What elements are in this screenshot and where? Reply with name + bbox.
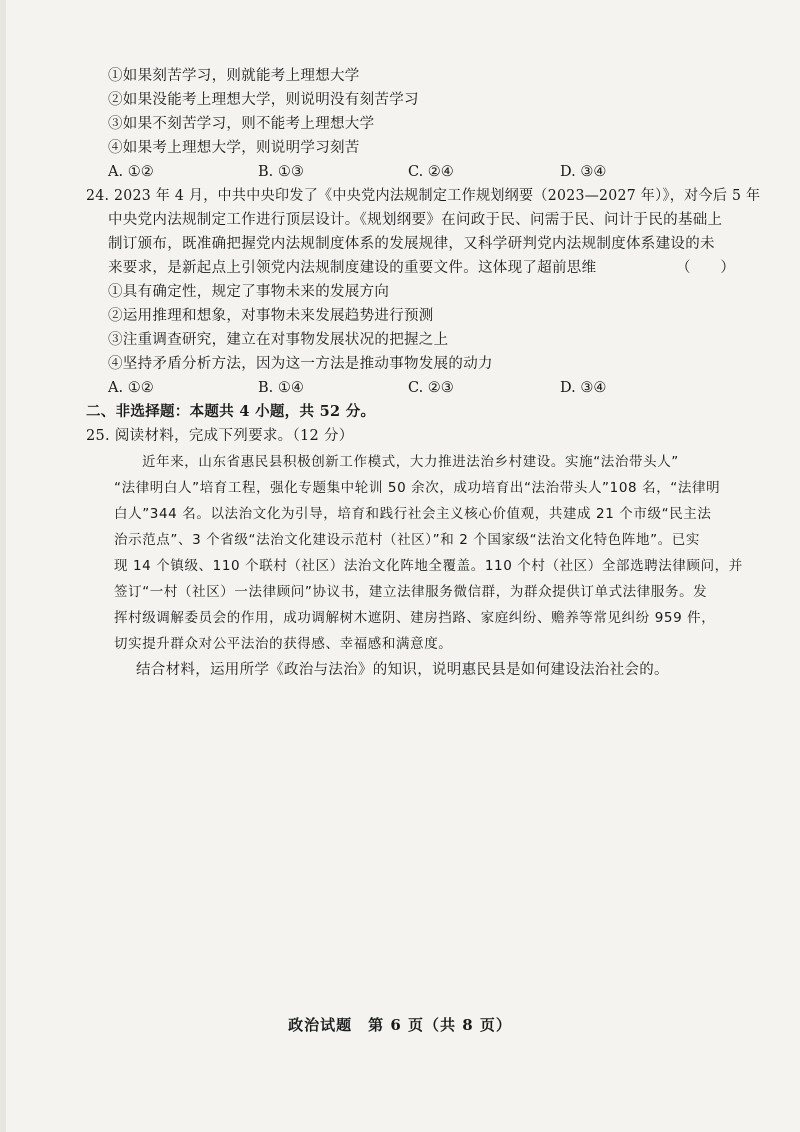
q24-statement-4: ④坚持矛盾分析方法，因为这一方法是推动事物发展的动力	[108, 356, 493, 372]
q25-question: 结合材料，运用所学《政治与法治》的知识，说明惠民县是如何建设法治社会的。	[136, 662, 669, 678]
q24-option-c: C. ②③	[408, 380, 454, 396]
q24-statement-3: ③注重调查研究，建立在对事物发展状况的把握之上	[108, 332, 449, 348]
q24-option-b: B. ①④	[258, 380, 304, 396]
q23-option-d: D. ③④	[560, 164, 607, 180]
q24-option-d: D. ③④	[560, 380, 607, 396]
q24-option-a: A. ①②	[108, 380, 154, 396]
q23-option-b: B. ①③	[258, 164, 304, 180]
section-heading: 二、非选择题：本题共 4 小题，共 52 分。	[86, 403, 376, 420]
answer-bracket: （ ）	[676, 260, 736, 276]
q25-material-line-2: “法律明白人”培育工程，强化专题集中轮训 50 余次，成功培育出“法治带头人”108 名，“法律明	[114, 480, 721, 496]
q25-material-line-3: 白人”344 名。以法治文化为引导，培育和践行社会主义核心价值观，共建成 21 个市级“民主法	[114, 506, 712, 522]
q24-stem-line-3: 制订颁布，既准确把握党内法规制度体系的发展规律，又科学研判党内法规制度体系建设的未	[108, 236, 715, 252]
q24-stem-line-2: 中央党内法规制定工作进行顶层设计。《规划纲要》在问政于民、问需于民、问计于民的基础上	[108, 212, 723, 228]
page-footer: 政治试题 第 6 页（共 8 页）	[288, 1016, 512, 1034]
q25-material-line-5: 现 14 个镇级、110 个联村（社区）法治文化阵地全覆盖。110 个村（社区）全部选聘法律顾问，并	[114, 558, 743, 574]
q25-material-line-8: 切实提升群众对公平法治的获得感、幸福感和满意度。	[114, 636, 453, 652]
q24-stem-line-4: 来要求，是新起点上引领党内法规制度建设的重要文件。这体现了超前思维	[108, 260, 597, 276]
q23-option-a: A. ①②	[108, 164, 154, 180]
scan-edge	[0, 0, 6, 1132]
q23-statement-3: ③如果不刻苦学习，则不能考上理想大学	[108, 116, 375, 132]
q24-stem-line-1: 24. 2023 年 4 月，中共中央印发了《中央党内法规制定工作规划纲要（2023—2027 年）》，对今后 5 年	[86, 188, 761, 204]
q25-intro: 25. 阅读材料，完成下列要求。（12 分）	[86, 428, 354, 444]
q23-option-c: C. ②④	[408, 164, 454, 180]
q25-material-line-4: 治示范点”、3 个省级“法治文化建设示范村（社区）”和 2 个国家级“法治文化特色阵地”。已实	[114, 532, 700, 548]
q24-statement-2: ②运用推理和想象，对事物未来发展趋势进行预测	[108, 308, 434, 324]
q25-material-line-7: 挥村级调解委员会的作用，成功调解树木遮阴、建房挡路、家庭纠纷、赡养等常见纠纷 959 件，	[114, 610, 716, 626]
q23-statement-4: ④如果考上理想大学，则说明学习刻苦	[108, 140, 360, 156]
q25-material-line-6: 签订“一村（社区）一法律顾问”协议书，建立法律服务微信群，为群众提供订单式法律服务。发	[114, 584, 708, 600]
q25-material-line-1: 近年来，山东省惠民县积极创新工作模式，大力推进法治乡村建设。实施“法治带头人”	[142, 454, 679, 470]
q23-statement-1: ①如果刻苦学习，则就能考上理想大学	[108, 68, 360, 84]
q23-statement-2: ②如果没能考上理想大学，则说明没有刻苦学习	[108, 92, 419, 108]
q24-statement-1: ①具有确定性，规定了事物未来的发展方向	[108, 284, 390, 300]
